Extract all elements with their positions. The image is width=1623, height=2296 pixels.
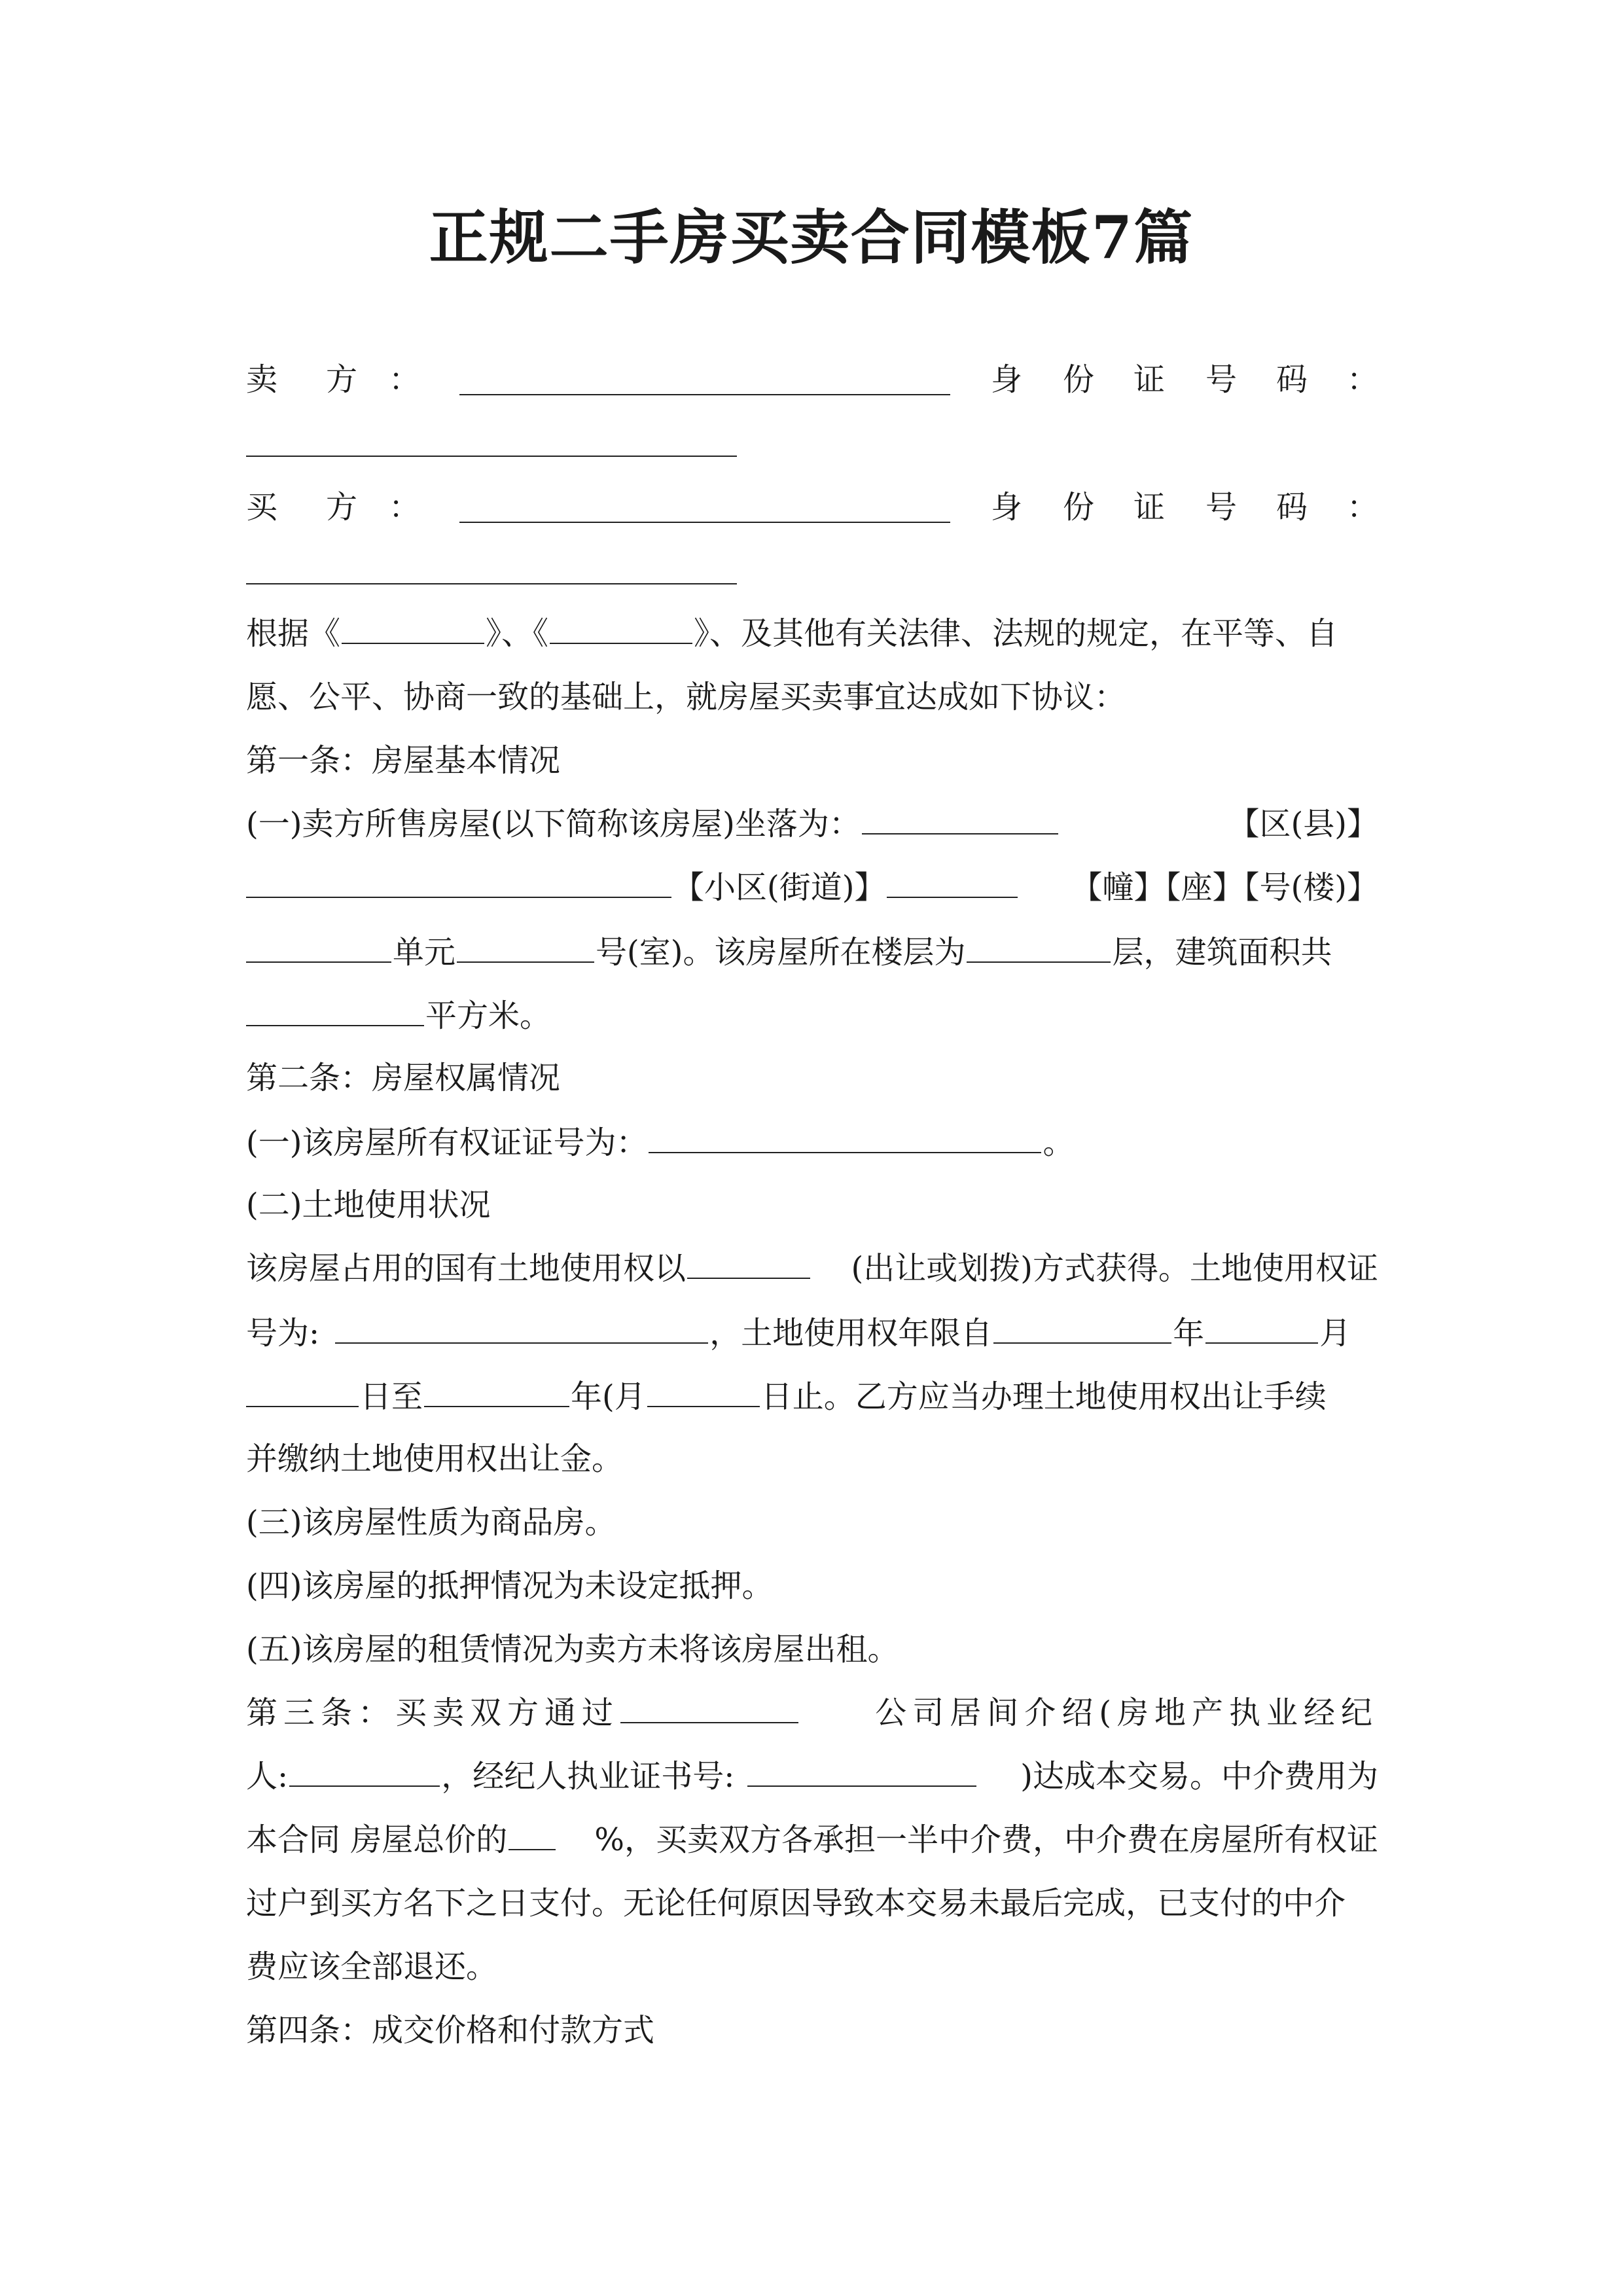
article-3-line-1 (246, 1693, 1378, 1732)
article-2-line-4 (246, 1312, 1378, 1352)
agency-company-field[interactable] (620, 1692, 798, 1723)
unit-field[interactable] (246, 931, 391, 963)
paragraph-text: 【小区(街道)】 (673, 869, 886, 906)
article-2-line-6: 并缴纳土地使用权出让金。 (246, 1441, 624, 1477)
article-2-line-7: (三)该房屋性质为商品房。 (246, 1504, 616, 1541)
floor-field[interactable] (967, 931, 1111, 963)
ownership-cert-field[interactable] (649, 1122, 1041, 1153)
paragraph-text: 号为: (246, 1315, 320, 1352)
seller-id-label-3: 证 (1133, 361, 1166, 398)
paragraph-text: 本合同 房屋总价的 (246, 1821, 508, 1858)
buyer-id-label-2: 份 (1063, 489, 1095, 526)
article-2-line-5 (246, 1376, 1378, 1415)
seller-id-label-5: 码 (1276, 361, 1308, 398)
paragraph-text: %，买卖双方各承担一半中介费，中介费在房屋所有权证 (594, 1821, 1378, 1858)
article-4-heading: 第四条：成交价格和付款方式 (246, 2012, 655, 2049)
intro-line-2: 愿、公平、协商一致的基础上，就房屋买卖事宜达成如下协议： (246, 679, 1126, 715)
intro-text: 》、《 (486, 615, 549, 652)
seller-label: 卖 (246, 361, 278, 398)
intro-text: 》、及其他有关法律、法规的规定，在平等、自 (694, 615, 1338, 652)
paragraph-text: 【幢】【座】【号(楼)】 (1071, 869, 1378, 906)
paragraph-text: 第三条：买卖双方通过 (246, 1695, 620, 1731)
paragraph-text: 人: (246, 1758, 289, 1795)
district-field[interactable] (862, 803, 1058, 834)
building-field[interactable] (887, 867, 1018, 898)
land-cert-field[interactable] (335, 1312, 708, 1344)
seller-colon: ： (389, 361, 421, 398)
article-3-line-4: 过户到买方名下之日支付。无论任何原因导致本交易未最后完成，已支付的中介 (246, 1885, 1346, 1922)
end-day-field[interactable] (647, 1376, 760, 1407)
paragraph-text: 单元 (393, 934, 456, 971)
paragraph-text: 日止。乙方应当办理土地使用权出让手续 (760, 1378, 1327, 1415)
seller-id-label-2: 份 (1063, 361, 1095, 398)
start-year-field[interactable] (993, 1312, 1171, 1344)
paragraph-text: 号(室)。该房屋所在楼层为 (596, 934, 966, 971)
paragraph-text: 日至 (360, 1378, 423, 1415)
start-day-field[interactable] (246, 1376, 359, 1407)
start-month-field[interactable] (1205, 1312, 1318, 1344)
article-3-line-3 (246, 1820, 1378, 1859)
article-1-line-2 (246, 868, 1378, 907)
community-field[interactable] (246, 867, 671, 898)
buyer-id-colon: ： (1347, 489, 1379, 526)
seller-label-2: 方 (326, 361, 358, 398)
article-2-line-8: (四)该房屋的抵押情况为未设定抵押。 (246, 1568, 774, 1604)
buyer-label-2: 方 (326, 489, 358, 526)
paragraph-text: 月 (1319, 1315, 1351, 1352)
law-name-field-2[interactable] (550, 613, 692, 644)
agent-name-field[interactable] (289, 1755, 440, 1787)
room-number-field[interactable] (457, 931, 594, 963)
buyer-id-label-5: 码 (1276, 489, 1308, 526)
article-2-line-1 (246, 1122, 1378, 1161)
seller-line (246, 360, 1378, 399)
article-2-line-9: (五)该房屋的租赁情况为卖方未将该房屋出租。 (246, 1631, 899, 1668)
buyer-id-field[interactable] (246, 583, 737, 584)
seller-name-field[interactable] (459, 394, 950, 395)
paragraph-text: 【区(县)】 (1228, 806, 1378, 842)
buyer-id-label-4: 号 (1205, 489, 1238, 526)
buyer-id-label-3: 证 (1133, 489, 1166, 526)
article-2-line-3 (246, 1249, 1378, 1288)
article-1-line-3 (246, 931, 1378, 971)
seller-id-label-4: 号 (1205, 361, 1238, 398)
agent-license-field[interactable] (747, 1755, 976, 1787)
buyer-colon: ： (389, 489, 421, 526)
article-2-heading: 第二条：房屋权属情况 (246, 1060, 561, 1096)
buyer-line (246, 488, 1378, 527)
paragraph-text: 平方米。 (425, 997, 552, 1034)
paragraph-text: )达成本交易。中介费用为 (1020, 1758, 1378, 1795)
paragraph-text: 年(月 (571, 1378, 646, 1415)
article-2-line-2: (二)土地使用状况 (246, 1187, 491, 1223)
seller-id-field[interactable] (246, 456, 737, 457)
paragraph-text: 。 (1043, 1124, 1075, 1161)
law-name-field-1[interactable] (342, 613, 484, 644)
area-field[interactable] (246, 995, 424, 1026)
paragraph-text: (一)卖方所售房屋(以下简称该房屋)坐落为： (246, 806, 861, 842)
article-1-line-1 (246, 804, 1378, 844)
paragraph-text: 年 (1173, 1315, 1205, 1352)
article-3-line-5: 费应该全部退还。 (246, 1948, 498, 1985)
article-3-line-2 (246, 1757, 1378, 1796)
intro-line-1 (246, 614, 1378, 653)
paragraph-text: 该房屋占用的国有土地使用权以 (246, 1250, 687, 1287)
buyer-id-label-1: 身 (991, 489, 1023, 526)
end-year-field[interactable] (424, 1376, 569, 1407)
seller-id-colon: ： (1347, 361, 1379, 398)
intro-text: 根据《 (246, 615, 341, 652)
commission-percent-field[interactable] (508, 1819, 556, 1850)
article-1-line-4 (246, 995, 1378, 1034)
paragraph-text: (出让或划拨)方式获得。土地使用权证 (851, 1250, 1378, 1287)
page-title: 正规二手房买卖合同模板7篇 (429, 203, 1194, 272)
paragraph-text: (一)该房屋所有权证证号为： (246, 1124, 648, 1161)
paragraph-text: 层，建筑面积共 (1112, 934, 1332, 971)
article-1-heading: 第一条：房屋基本情况 (246, 742, 561, 779)
paragraph-text: ，土地使用权年限自 (709, 1315, 993, 1352)
seller-id-label-1: 身 (991, 361, 1023, 398)
buyer-name-field[interactable] (459, 522, 950, 523)
paragraph-text: ，经纪人执业证书号: (441, 1758, 735, 1795)
paragraph-text: 公司居间介绍(房地产执业经纪 (875, 1695, 1378, 1731)
land-acquisition-field[interactable] (687, 1247, 810, 1279)
buyer-label-1: 买 (246, 489, 278, 526)
